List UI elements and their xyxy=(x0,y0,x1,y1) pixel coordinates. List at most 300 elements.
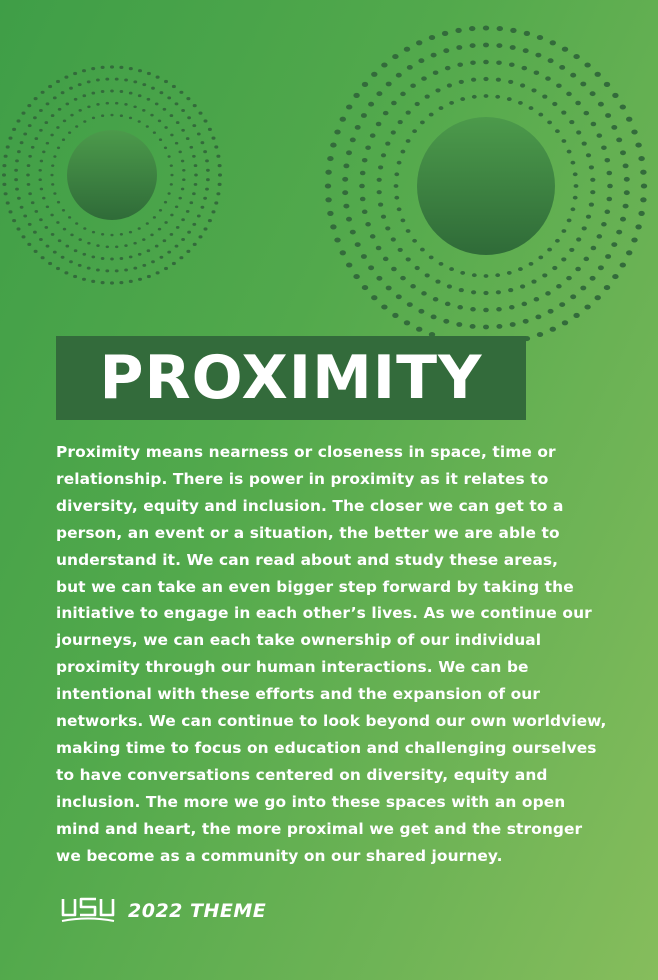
decor-dot xyxy=(70,114,73,117)
decor-dot xyxy=(429,35,435,40)
decor-dot xyxy=(61,256,65,259)
decor-dot xyxy=(51,233,55,236)
decor-dot xyxy=(75,125,78,128)
decor-dot xyxy=(69,260,73,263)
decor-dot xyxy=(601,222,607,226)
footer xyxy=(60,896,266,926)
decor-dot xyxy=(612,274,618,279)
decor-dot xyxy=(175,142,178,145)
decor-dot xyxy=(78,264,82,267)
decor-dot xyxy=(597,133,603,137)
decor-dot xyxy=(129,67,133,70)
decor-dot xyxy=(459,80,464,84)
decor-dot xyxy=(110,258,114,261)
decor-dot xyxy=(138,253,142,256)
decor-dot xyxy=(567,150,572,154)
decor-dot xyxy=(497,26,503,31)
decor-dot xyxy=(443,48,449,53)
decor-dot xyxy=(327,211,333,216)
decor-dot xyxy=(34,250,38,253)
decor-dot xyxy=(605,113,611,118)
decor-dot xyxy=(571,161,576,165)
body-line: Proximity means nearness or closeness in space, time or xyxy=(56,443,556,461)
decor-dot xyxy=(573,172,578,176)
decor-dot xyxy=(4,155,8,158)
decor-dot xyxy=(376,276,382,281)
decor-dot xyxy=(57,147,60,150)
decor-dot xyxy=(447,284,452,288)
decor-dot xyxy=(87,267,91,270)
decor-dot xyxy=(39,169,42,172)
decor-dot xyxy=(14,169,18,172)
decor-dot xyxy=(391,237,396,241)
decor-dot xyxy=(396,294,402,299)
decor-dot xyxy=(631,237,637,242)
decor-dot xyxy=(483,291,488,295)
decor-dot xyxy=(129,92,133,95)
decor-dot xyxy=(120,257,124,260)
decor-dot xyxy=(160,91,164,94)
decor-dot xyxy=(50,174,53,177)
body-line: relationship. There is power in proximity as it relates to xyxy=(56,469,549,488)
decor-dot xyxy=(62,138,65,141)
decor-dot xyxy=(170,233,174,236)
decor-dot xyxy=(142,238,145,241)
decor-dot xyxy=(420,120,425,124)
decor-dot xyxy=(159,138,162,141)
decor-dot xyxy=(146,222,149,225)
decor-dot xyxy=(40,160,43,163)
decor-dot xyxy=(182,169,185,172)
decor-dot xyxy=(56,221,59,224)
decor-dot xyxy=(385,226,390,230)
decor-dot xyxy=(605,210,611,214)
decor-dot xyxy=(33,116,37,119)
decor-dot xyxy=(186,250,190,253)
title-banner xyxy=(56,336,526,420)
decor-dot xyxy=(542,273,547,277)
usu-logo xyxy=(60,896,116,926)
decor-dot xyxy=(68,216,71,219)
decor-dot xyxy=(392,54,398,59)
decor-dot xyxy=(39,238,43,241)
decor-dot xyxy=(507,271,512,275)
decor-dot xyxy=(147,249,151,252)
decor-dot xyxy=(595,295,601,300)
decor-dot xyxy=(68,131,71,134)
body-paragraph xyxy=(56,439,636,870)
decor-dot xyxy=(66,245,70,248)
decor-dot xyxy=(96,244,99,247)
decor-dot xyxy=(576,130,581,134)
decor-dot xyxy=(53,192,56,195)
decor-dot xyxy=(584,62,590,67)
decor-dot xyxy=(46,102,50,105)
decor-dot xyxy=(573,54,579,59)
decor-dot xyxy=(381,304,387,309)
decor-dot xyxy=(17,150,21,153)
decor-dot xyxy=(555,129,560,133)
decor-dot xyxy=(510,322,516,327)
decor-dot xyxy=(623,164,629,169)
decor-dot xyxy=(48,262,52,265)
decor-dot xyxy=(509,62,515,66)
decor-dot xyxy=(120,233,123,236)
decor-dot xyxy=(547,248,552,252)
decor-dot xyxy=(181,129,185,132)
decor-dot xyxy=(604,82,610,87)
decor-dot xyxy=(562,229,567,233)
decor-dot xyxy=(406,111,411,115)
decor-dot xyxy=(590,178,595,182)
decor-dot xyxy=(34,97,38,100)
decor-dot xyxy=(439,106,444,110)
decor-dot xyxy=(624,190,630,195)
decor-dot xyxy=(170,164,173,167)
decor-dot xyxy=(547,120,552,124)
decor-dot xyxy=(342,190,348,195)
decor-dot xyxy=(391,267,397,271)
decor-dot xyxy=(443,319,449,324)
decor-dot xyxy=(396,73,402,78)
body-line: initiative to engage in each other’s lives. As we continue our xyxy=(56,604,592,623)
decor-dot xyxy=(194,183,198,186)
decor-dot xyxy=(471,290,476,294)
decor-dot xyxy=(208,219,212,222)
decor-dot xyxy=(343,164,349,169)
decor-dot xyxy=(39,178,42,181)
decor-dot xyxy=(368,102,374,107)
decor-dot xyxy=(39,129,43,132)
decor-dot xyxy=(92,92,96,95)
decor-dot xyxy=(41,256,45,259)
decor-dot xyxy=(569,248,574,252)
decor-dot xyxy=(496,307,502,311)
body-line: making time to focus on education and challenging ourselves xyxy=(56,738,597,757)
decor-dot xyxy=(534,297,540,301)
decor-dot xyxy=(340,117,346,122)
decor-dot xyxy=(507,97,512,101)
decor-dot xyxy=(53,251,57,254)
decor-dot xyxy=(187,231,191,234)
decor-dot xyxy=(41,91,45,94)
decor-dot xyxy=(168,155,171,158)
decor-dot xyxy=(449,101,454,105)
decor-dot xyxy=(589,203,594,207)
decor-dot xyxy=(531,280,536,284)
decor-dot xyxy=(575,267,581,271)
decor-dot xyxy=(410,284,416,288)
decor-dot xyxy=(53,96,57,99)
decor-dot xyxy=(445,302,451,306)
decor-dot xyxy=(325,170,331,175)
decor-dot xyxy=(638,156,644,161)
decor-dot xyxy=(573,313,579,318)
decor-dot xyxy=(542,95,547,99)
decor-dot xyxy=(590,91,596,96)
decor-dot xyxy=(470,60,476,64)
decor-dot xyxy=(28,155,32,158)
decor-dot xyxy=(350,138,356,143)
body-line: we become as a community on our shared journey. xyxy=(56,846,503,865)
decor-dot xyxy=(203,197,207,200)
decor-dot xyxy=(597,234,603,238)
decor-dot xyxy=(170,214,173,217)
decor-dot xyxy=(605,158,611,162)
decor-dot xyxy=(23,214,27,217)
decor-dot xyxy=(96,78,100,81)
decor-dot xyxy=(164,80,168,83)
decor-dot xyxy=(601,145,607,149)
decor-dot xyxy=(164,221,167,224)
decor-dot xyxy=(87,105,90,108)
decor-dot xyxy=(508,288,513,292)
decor-dot xyxy=(346,262,352,267)
decor-dot xyxy=(167,251,171,254)
decor-dot xyxy=(397,161,402,165)
decor-dot xyxy=(27,243,31,246)
decor-dot xyxy=(27,104,31,107)
decor-dot xyxy=(371,295,377,300)
decor-dot xyxy=(510,45,516,50)
decor-dot xyxy=(415,102,420,106)
decor-dot xyxy=(92,255,96,258)
decor-dot xyxy=(192,192,196,195)
decor-dot xyxy=(416,327,422,332)
decor-dot xyxy=(435,280,440,284)
decor-dot xyxy=(590,276,596,281)
decor-dot xyxy=(106,245,109,248)
decor-dot xyxy=(638,211,644,216)
decor-dot xyxy=(456,322,462,327)
decor-dot xyxy=(520,284,525,288)
decor-dot xyxy=(640,170,646,175)
decor-dot xyxy=(570,73,576,78)
decor-dot xyxy=(58,108,62,111)
decor-dot xyxy=(472,273,477,277)
decor-dot xyxy=(212,210,216,213)
decor-dot xyxy=(495,273,500,277)
decor-dot xyxy=(170,114,174,117)
decor-dot xyxy=(51,164,54,167)
body-line: person, an event or a situation, the better we are able to xyxy=(56,523,560,542)
decor-dot xyxy=(631,129,637,134)
decor-dot xyxy=(42,197,45,200)
decor-dot xyxy=(91,280,95,283)
body-line: inclusion. The more we go into these spaces with an open xyxy=(56,792,566,811)
decor-dot xyxy=(433,297,439,301)
decor-dot xyxy=(163,108,167,111)
decor-dot xyxy=(582,226,587,230)
decor-dot xyxy=(385,142,390,146)
decor-dot xyxy=(381,153,386,157)
decor-dot xyxy=(325,197,331,202)
decor-dot xyxy=(176,121,180,124)
decor-dot xyxy=(457,305,463,309)
decor-dot xyxy=(582,142,587,146)
decor-dot xyxy=(400,92,406,96)
decor-dot xyxy=(620,217,626,222)
decor-dot xyxy=(168,192,171,195)
decor-dot xyxy=(362,285,368,290)
decor-dot xyxy=(386,82,392,87)
decor-dot xyxy=(359,184,365,188)
decor-dot xyxy=(133,80,137,83)
decor-dot xyxy=(371,72,377,77)
decor-dot xyxy=(495,95,500,99)
decor-dot xyxy=(23,132,27,135)
decor-dot xyxy=(181,238,185,241)
decor-dot xyxy=(460,271,465,275)
decor-dot xyxy=(35,137,39,140)
decor-dot xyxy=(197,214,201,217)
decor-dot xyxy=(626,117,632,122)
decor-dot xyxy=(360,197,366,201)
decor-dot xyxy=(101,281,105,284)
decor-dot xyxy=(472,95,477,99)
decor-dot xyxy=(412,129,417,133)
decor-dot xyxy=(106,102,109,105)
decor-dot xyxy=(20,206,24,209)
decor-dot xyxy=(48,85,52,88)
decor-dot xyxy=(204,227,208,230)
decor-dot xyxy=(401,150,406,154)
decor-dot xyxy=(151,87,155,90)
decor-dot xyxy=(397,207,402,211)
decor-dot xyxy=(598,102,604,107)
decor-dot xyxy=(170,174,173,177)
decor-dot xyxy=(496,60,502,64)
decor-dot xyxy=(559,302,565,307)
decor-dot xyxy=(105,269,109,272)
decor-dot xyxy=(483,43,489,48)
decor-dot xyxy=(110,234,113,237)
decor-dot xyxy=(164,201,167,204)
decor-dot xyxy=(156,76,160,79)
decor-dot xyxy=(407,65,413,70)
decor-dot xyxy=(607,171,613,175)
decor-dot xyxy=(548,309,554,314)
decor-dot xyxy=(83,94,87,97)
decor-dot xyxy=(556,83,562,87)
decor-dot xyxy=(562,320,568,325)
decor-dot xyxy=(50,134,53,137)
decor-dot xyxy=(57,201,60,204)
decor-dot xyxy=(199,235,203,238)
decor-dot xyxy=(91,67,95,70)
decor-dot xyxy=(164,126,167,129)
decor-dot xyxy=(431,53,437,58)
decor-dot xyxy=(197,132,201,135)
decor-dot xyxy=(353,274,359,279)
decor-dot xyxy=(522,66,528,70)
decor-dot xyxy=(186,97,190,100)
decor-dot xyxy=(120,90,124,93)
decor-dot xyxy=(508,80,513,84)
dot-circle-decoration xyxy=(0,0,658,360)
decor-dot xyxy=(22,235,26,238)
decor-dot xyxy=(56,267,60,270)
decor-dot xyxy=(537,35,543,40)
decor-dot xyxy=(425,273,430,277)
decor-dot xyxy=(383,257,389,261)
decor-dot xyxy=(205,159,209,162)
decor-dot xyxy=(350,230,356,235)
decor-dot xyxy=(17,197,21,200)
decor-dot xyxy=(92,231,95,234)
body-line: networks. We can continue to look beyond our own worldview, xyxy=(56,712,607,731)
decor-dot xyxy=(33,231,37,234)
decor-dot xyxy=(576,237,581,241)
decor-dot xyxy=(167,96,171,99)
decor-dot xyxy=(548,58,554,63)
decor-dot xyxy=(6,201,10,204)
decor-dot xyxy=(51,183,54,186)
decor-dot xyxy=(378,165,383,169)
decor-dot xyxy=(70,234,73,237)
decor-dot xyxy=(115,269,119,272)
decor-dot xyxy=(194,164,198,167)
decor-dot xyxy=(370,234,376,238)
decor-dot xyxy=(569,120,574,124)
decor-dot xyxy=(386,286,392,291)
decor-dot xyxy=(192,124,196,127)
decor-dot xyxy=(101,66,105,69)
decor-dot xyxy=(218,183,222,186)
decor-dot xyxy=(193,243,197,246)
decor-dot xyxy=(545,291,551,295)
decor-dot xyxy=(496,43,502,48)
decor-dot xyxy=(353,93,359,98)
decor-dot xyxy=(186,210,190,213)
decor-dot xyxy=(179,197,182,200)
decor-dot xyxy=(616,230,622,235)
decor-dot xyxy=(138,120,141,123)
decor-dot xyxy=(160,256,164,259)
decor-dot xyxy=(181,188,184,191)
decor-dot xyxy=(124,78,128,81)
decor-dot xyxy=(2,183,6,186)
decor-dot xyxy=(595,72,601,77)
decor-dot xyxy=(377,190,382,194)
decor-dot xyxy=(391,130,396,134)
theme-label: 2022 THEME xyxy=(128,900,267,922)
decor-dot xyxy=(110,114,113,117)
decor-dot xyxy=(20,141,24,144)
decor-dot xyxy=(343,204,349,209)
decor-dot xyxy=(164,267,168,270)
decor-dot xyxy=(124,103,127,106)
decor-dot xyxy=(218,164,222,167)
decor-dot xyxy=(193,104,197,107)
decor-dot xyxy=(63,120,66,123)
decor-dot xyxy=(74,249,78,252)
body-line: mind and heart, the more proximal we get and the stronger xyxy=(56,819,583,838)
decor-dot xyxy=(78,83,82,86)
decor-dot xyxy=(325,183,331,188)
decor-dot xyxy=(46,245,50,248)
decor-dot xyxy=(346,217,352,222)
decor-dot xyxy=(115,102,118,105)
decor-dot xyxy=(611,242,617,247)
decor-dot xyxy=(355,125,361,130)
decor-dot xyxy=(518,101,523,105)
decor-dot xyxy=(435,88,440,92)
decor-dot xyxy=(186,137,190,140)
decor-dot xyxy=(153,131,156,134)
body-line: but we can take an even bigger step forward by taking the xyxy=(56,577,574,596)
decor-dot xyxy=(457,62,463,66)
